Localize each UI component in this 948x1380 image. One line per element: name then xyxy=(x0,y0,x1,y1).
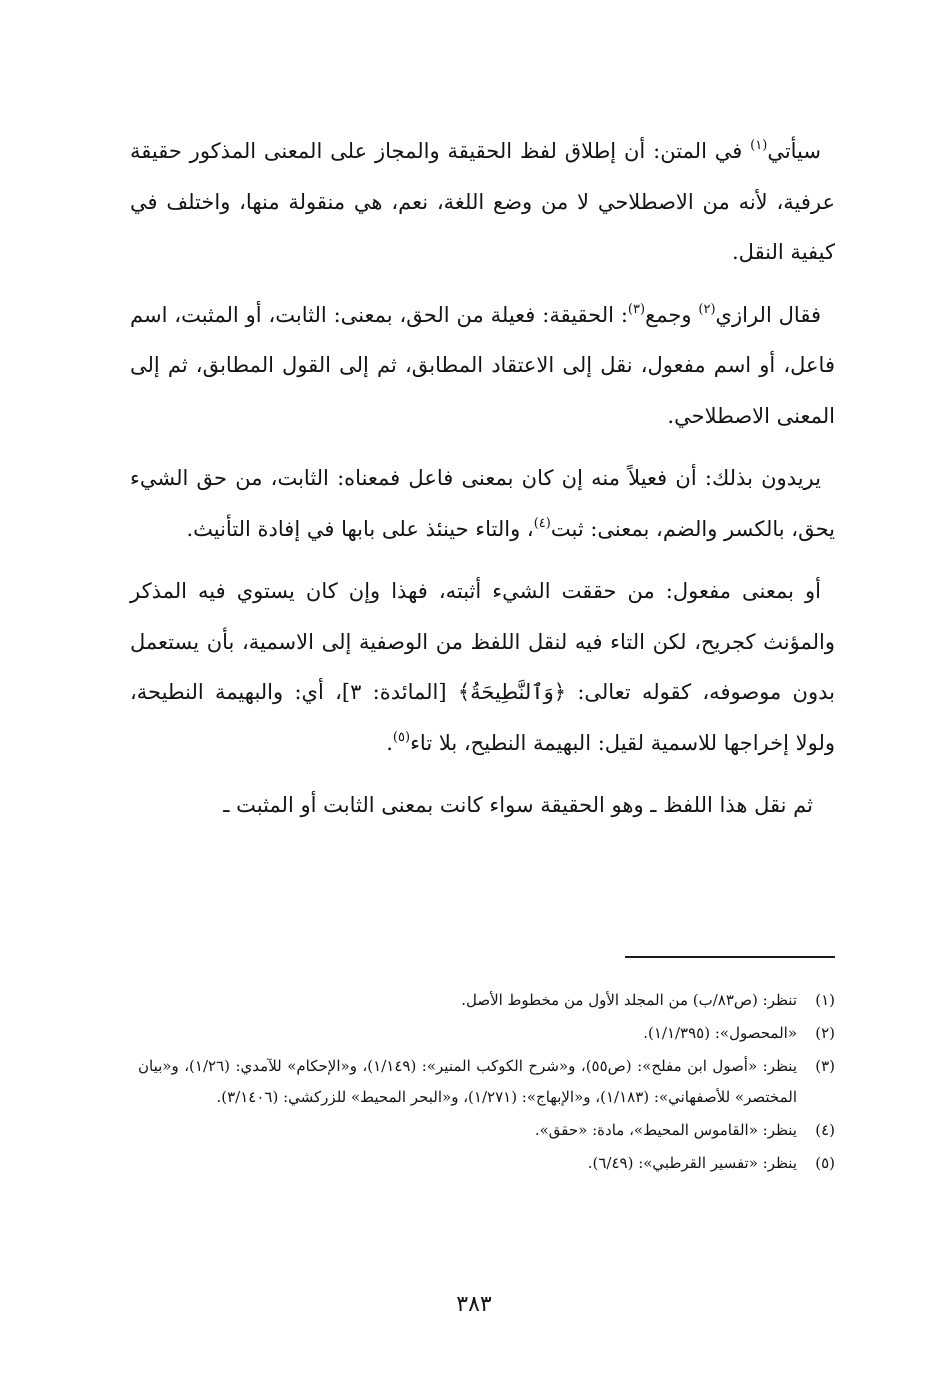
footnote-ref-5[interactable]: (٥) xyxy=(392,729,411,745)
paragraph-text: ، والتاء حينئذ على بابها في إفادة التأنيث. xyxy=(186,516,534,541)
footnote-number: (٤) xyxy=(815,1121,835,1139)
paragraph-3 xyxy=(130,453,835,554)
paragraph-text: ثم نقل هذا اللفظ ـ وهو الحقيقة سواء كانت بمعنى الثابت أو المثبت ـ xyxy=(223,793,813,817)
footnote-text: تنظر: (ص٨٣/ب) من المجلد الأول من مخطوط الأصل. xyxy=(461,991,797,1009)
footnote-number: (٢) xyxy=(815,1024,835,1042)
footnote-text: ينظر: «القاموس المحيط»، مادة: «حقق». xyxy=(534,1121,797,1139)
paragraph-text: يريدون بذلك: أن فعيلاً منه إن كان بمعنى فاعل فمعناه: الثابت، من حق الشيء يحق، بالكسر والضم، بمعنى: ثبت xyxy=(130,466,835,541)
footnote-ref-2[interactable]: (٢) xyxy=(698,301,716,317)
footnote-number: (٥) xyxy=(815,1154,835,1172)
footnote-1 xyxy=(138,985,835,1016)
footnote-ref-3[interactable]: (٣) xyxy=(627,301,646,317)
footnotes-list xyxy=(138,985,835,1181)
footnote-number: (١) xyxy=(815,991,835,1009)
paragraph-4 xyxy=(130,566,835,768)
paragraph-5 xyxy=(130,780,835,831)
footnote-5 xyxy=(138,1148,835,1179)
footnote-number: (٣) xyxy=(815,1057,835,1075)
footnote-ref-1[interactable]: (١) xyxy=(750,138,768,153)
paragraph-text: . xyxy=(386,730,393,755)
footnote-text: ينظر: «أصول ابن مفلح»: (ص٥٥)، و«شرح الكوكب المنير»: (١/١٤٩)، و«الإحكام» للآمدي: (١/٢٦)، و«بيان المختصر» للأصفهاني»: (١/١٨٣)، و«الإبهاج»: (١/٢٧١)، و«البحر المحيط» للزركشي: (٣/١٤٠٦). xyxy=(138,1057,797,1106)
footnote-text: ينظر: «تفسير القرطبي»: (٦/٤٩). xyxy=(587,1154,797,1172)
paragraph-text: في المتن: أن إطلاق لفظ الحقيقة والمجاز على المعنى المذكور حقيقة عرفية، لأنه من الاصطلاحي لا من وضع اللغة، نعم، هي منقولة منها، واختلف في كيفية النقل. xyxy=(130,139,835,264)
footnote-divider xyxy=(625,956,835,958)
paragraph-1 xyxy=(130,126,835,278)
main-text xyxy=(130,126,835,843)
footnote-ref-4[interactable]: (٤) xyxy=(533,515,551,531)
paragraph-text: فقال الرازي xyxy=(715,302,821,327)
footnote-text: «المحصول»: (١/١/٣٩٥). xyxy=(643,1024,797,1042)
footnote-4 xyxy=(138,1115,835,1146)
footnote-3 xyxy=(138,1051,835,1113)
paragraph-text: أو بمعنى مفعول: من حققت الشيء أثبته، فهذا وإن كان يستوي فيه المذكر والمؤنث كجريح، لكن التاء فيه لنقل اللفظ من الوصفية إلى الاسمية، بأن يستعمل بدون موصوفه، كقوله تعالى: ﴿وَٱلنَّطِيحَةُ﴾ [المائدة: ٣]، أي: والبهيمة النطيحة، ولولا إخراجها للاسمية لقيل: البهيمة النطيح، بلا تاء xyxy=(130,579,835,755)
paragraph-text: : الحقيقة: فعيلة من الحق، بمعنى: الثابت، أو المثبت، اسم فاعل، أو اسم مفعول، نقل إلى الاعتقاد المطابق، ثم إلى القول المطابق، ثم إلى المعنى الاصطلاحي. xyxy=(130,302,835,428)
paragraph-text: وجمع xyxy=(645,302,699,327)
footnote-2 xyxy=(138,1018,835,1049)
paragraph-text: سيأتي xyxy=(767,139,821,163)
paragraph-2 xyxy=(130,290,835,442)
page-number: ٣٨٣ xyxy=(456,1292,492,1317)
